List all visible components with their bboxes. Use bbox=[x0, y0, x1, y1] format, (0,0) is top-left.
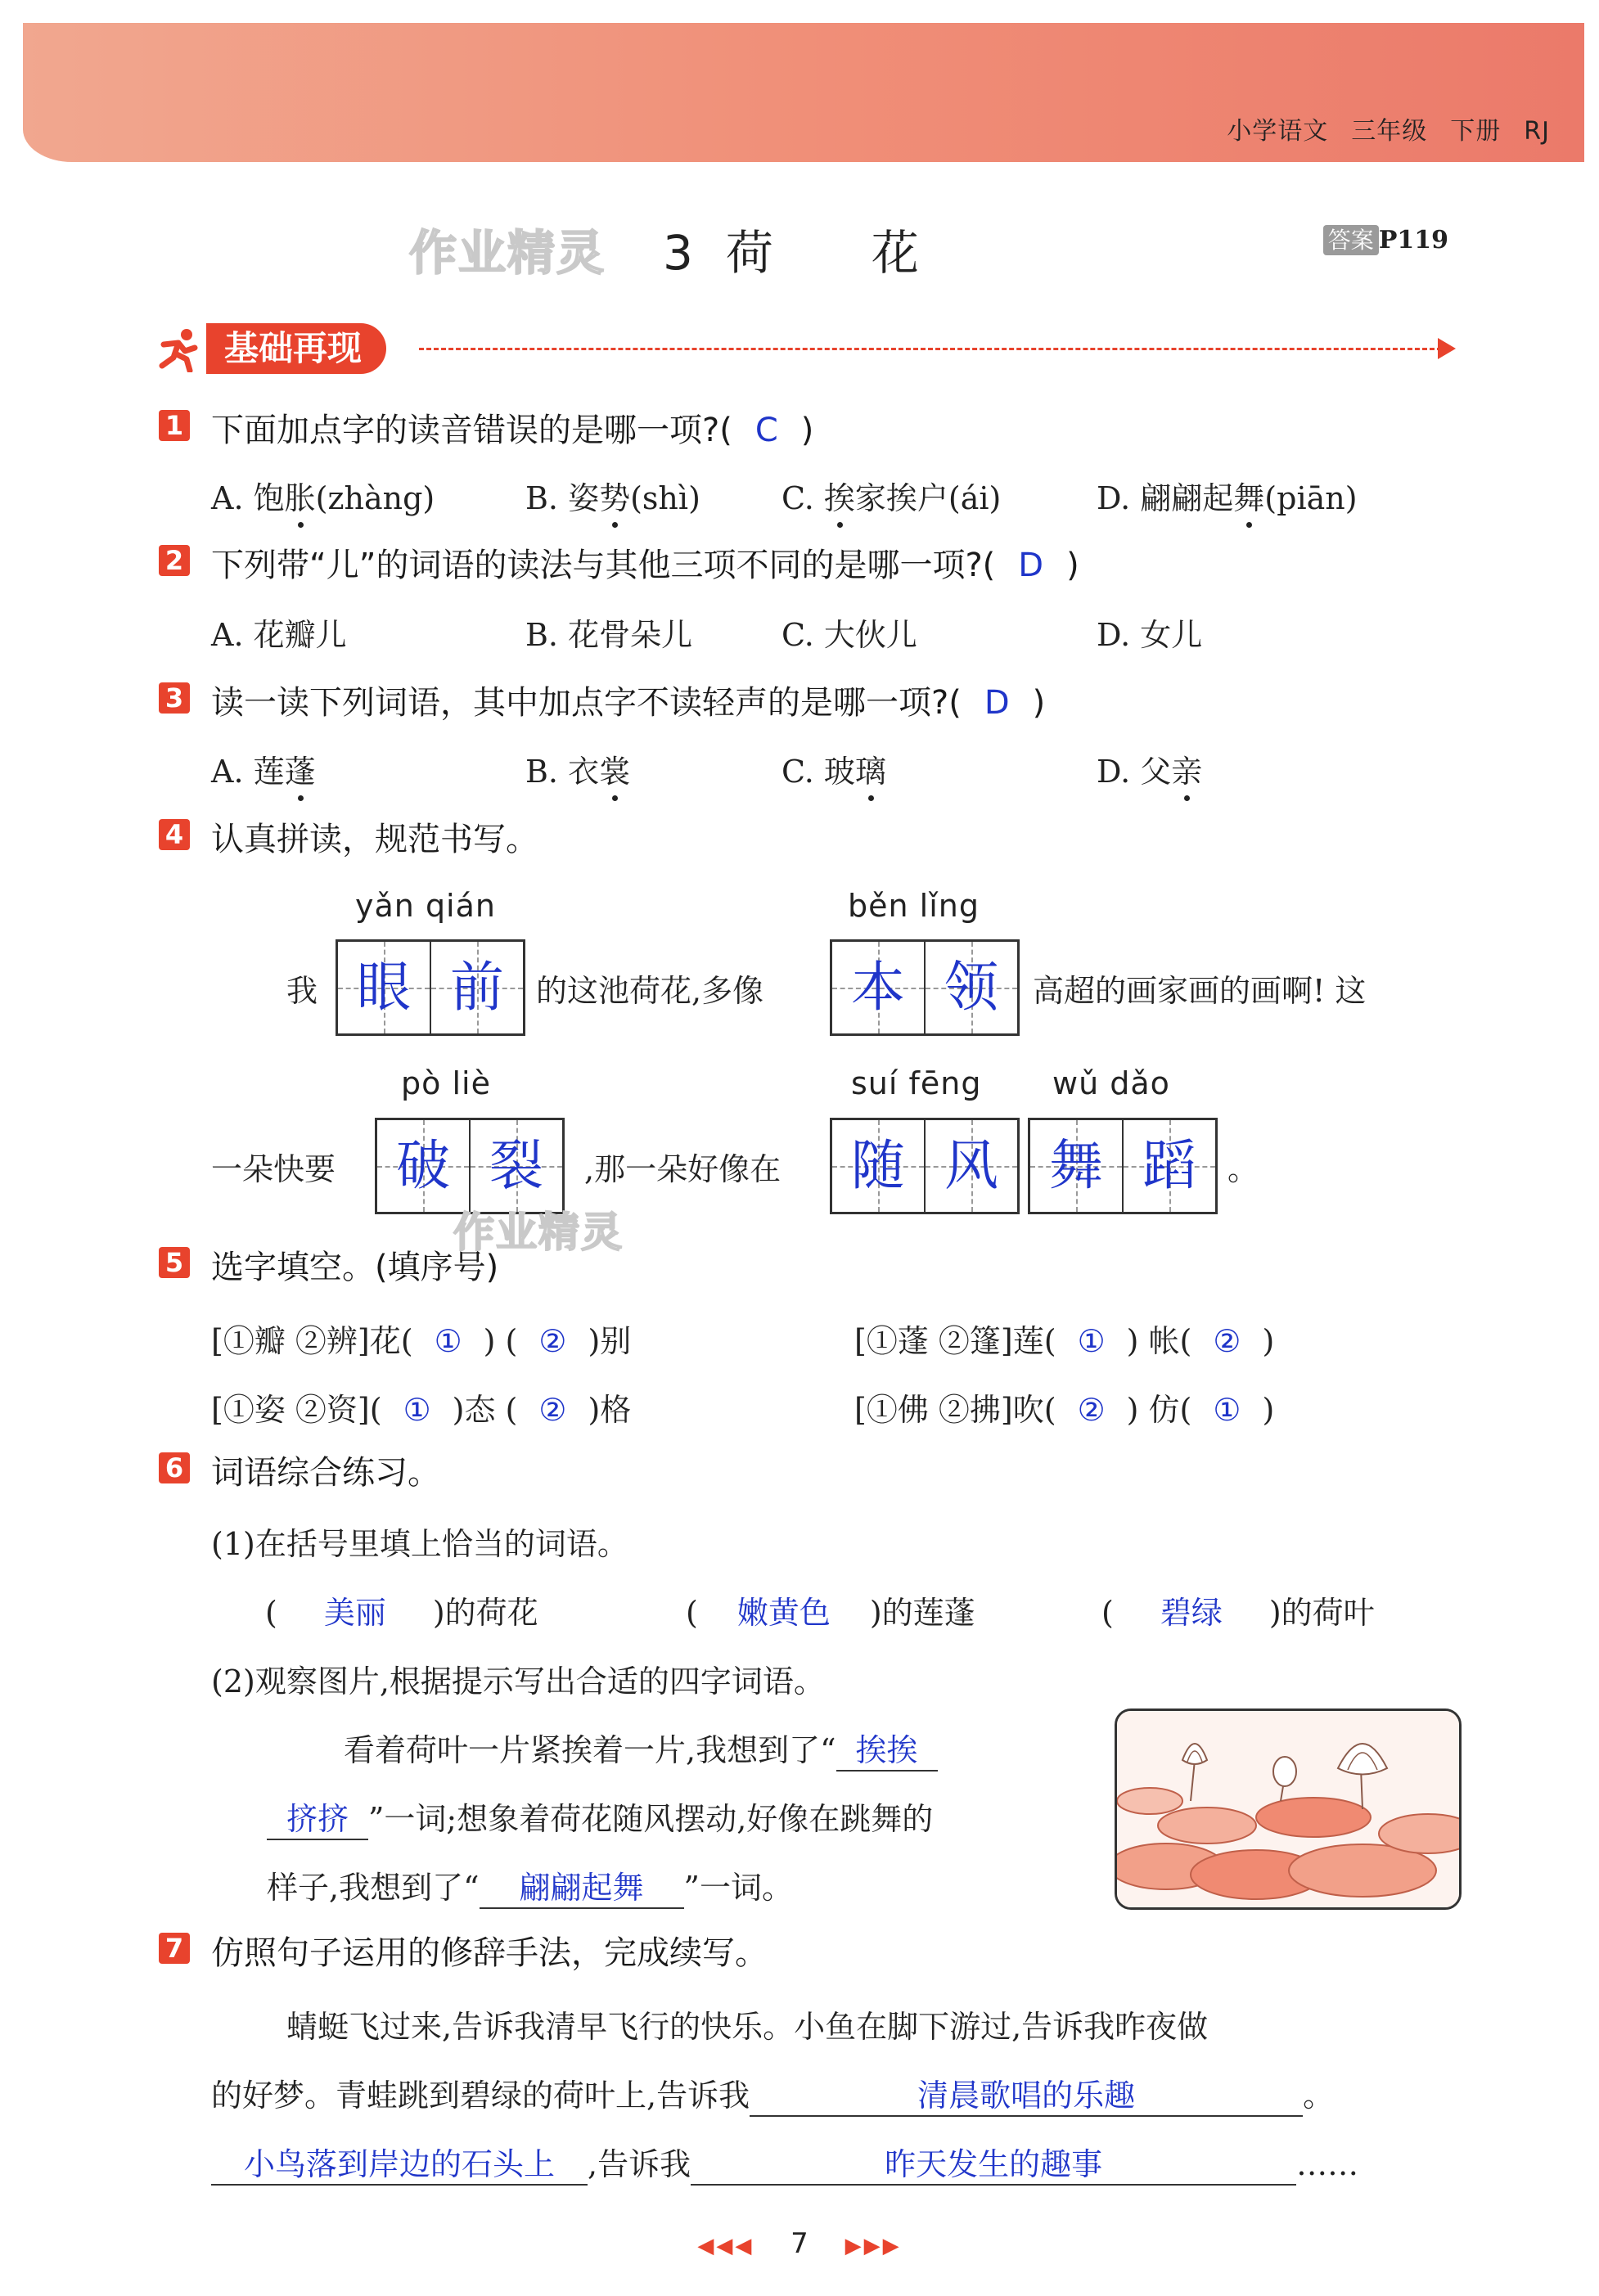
q5-r2-answer-c: ② bbox=[1077, 1392, 1106, 1428]
q5-r1-pair-2: [①蓬 ②篷]莲( bbox=[854, 1323, 1056, 1359]
q6-para-1: 看着荷叶一片紧挨着一片,我想到了“ bbox=[344, 1732, 836, 1768]
lesson-title-char-2: 花 bbox=[871, 225, 919, 281]
written-char: 前 bbox=[450, 956, 504, 1019]
written-char: 随 bbox=[851, 1134, 905, 1197]
q6-b3-open: ( bbox=[1101, 1595, 1114, 1631]
q1-option-c-pre: C. bbox=[781, 480, 824, 516]
question-1-close: ) bbox=[800, 412, 814, 449]
q5-r2-answer-a: ① bbox=[403, 1392, 431, 1428]
question-2-prompt: 下列带“儿”的词语的读法与其他三项不同的是哪一项?( bbox=[211, 547, 996, 584]
left-arrows-icon: ◀◀◀ bbox=[697, 2234, 754, 2258]
q7-para-3: ,告诉我 bbox=[588, 2146, 691, 2182]
written-char: 舞 bbox=[1049, 1134, 1103, 1197]
q1-option-c-post: 家挨户(ái) bbox=[854, 480, 1002, 516]
q1-option-a-pre: A. 饱 bbox=[211, 480, 285, 516]
pinyin-yan-qian: yǎn qián bbox=[355, 888, 496, 924]
question-number-2: 2 bbox=[159, 545, 190, 576]
q6-b2-rest: )的莲蓬 bbox=[869, 1595, 975, 1631]
watermark: 作业精灵 bbox=[409, 225, 606, 281]
q2-option-b: B. 花骨朵儿 bbox=[525, 617, 693, 653]
question-3-prompt: 读一读下列词语，其中加点字不读轻声的是哪一项?( bbox=[211, 684, 962, 722]
q7-line-1: 蜻蜓飞过来,告诉我清早飞行的快乐。小鱼在脚下游过,告诉我昨夜做 bbox=[286, 2009, 1209, 2045]
page-footer bbox=[0, 2227, 1599, 2260]
q4-text-5: ,那一朵好像在 bbox=[584, 1151, 781, 1187]
q6-blank-3 bbox=[1101, 1587, 1375, 1632]
q3-option-d-pre: D. 父 bbox=[1097, 754, 1172, 790]
q5-r2-end: )格 bbox=[588, 1392, 632, 1428]
q3-option-c-pre: C. 玻 bbox=[781, 754, 855, 790]
section-title: 基础再现 bbox=[206, 323, 386, 374]
q7-line-3 bbox=[211, 2139, 1358, 2186]
tian-grid-yanqian bbox=[336, 939, 525, 1036]
pinyin-po-lie: pò liè bbox=[401, 1065, 491, 1101]
q7-para-2: 的好梦。青蛙跳到碧绿的荷叶上,告诉我 bbox=[211, 2078, 750, 2114]
q1-option-a-dotted: 胀 bbox=[284, 480, 316, 516]
question-2-text bbox=[211, 539, 1079, 586]
written-char: 破 bbox=[396, 1134, 450, 1197]
question-1-answer: C bbox=[754, 412, 778, 449]
q3-option-a-dotted: 蓬 bbox=[284, 754, 316, 790]
q7-para-2-end: 。 bbox=[1303, 2078, 1335, 2114]
question-number-1: 1 bbox=[159, 410, 190, 441]
q6-b2-open: ( bbox=[686, 1595, 698, 1631]
q3-option-d bbox=[1097, 746, 1202, 791]
runner-icon bbox=[157, 326, 203, 372]
q3-option-b bbox=[525, 746, 630, 791]
q3-option-b-dotted: 裳 bbox=[599, 754, 631, 790]
lesson-number: 3 bbox=[663, 225, 693, 281]
q5-r1-mid-2: ) 帐( bbox=[1126, 1323, 1192, 1359]
q5-r2-mid-2: ) 仿( bbox=[1126, 1392, 1192, 1428]
q5-r2-mid: )态 ( bbox=[452, 1392, 518, 1428]
edition: RJ bbox=[1524, 117, 1550, 146]
grade: 三年级 bbox=[1351, 117, 1428, 146]
section-divider bbox=[419, 348, 1442, 350]
q4-text-3: 高超的画家画的画啊! 这 bbox=[1033, 973, 1367, 1009]
q5-r1-answer-c: ① bbox=[1077, 1323, 1106, 1359]
question-3-answer: D bbox=[984, 684, 1010, 722]
question-3-text bbox=[211, 677, 1045, 723]
q6-para-3: 样子,我想到了“ bbox=[267, 1870, 480, 1906]
written-char: 眼 bbox=[357, 956, 411, 1019]
volume: 下册 bbox=[1450, 117, 1502, 146]
q6-para-line-3 bbox=[267, 1862, 793, 1909]
q3-option-c-dotted: 璃 bbox=[854, 754, 886, 790]
tian-grid-benling bbox=[830, 939, 1020, 1036]
q6-b1-open: ( bbox=[265, 1595, 277, 1631]
question-number-4: 4 bbox=[159, 819, 190, 850]
tian-grid-suifeng bbox=[830, 1118, 1020, 1214]
question-1-text bbox=[211, 404, 813, 451]
book-info bbox=[1204, 110, 1550, 146]
q5-row-2-left bbox=[211, 1384, 631, 1429]
grid-cell bbox=[926, 942, 1017, 1033]
written-char: 风 bbox=[944, 1134, 998, 1197]
q5-r1-answer-b: ② bbox=[538, 1323, 567, 1359]
pinyin-sui-feng: suí fēng bbox=[851, 1065, 982, 1101]
q6-answer-4b: 挤挤 bbox=[267, 1794, 368, 1840]
subject: 小学语文 bbox=[1227, 117, 1329, 146]
q5-r1-end: )别 bbox=[588, 1323, 632, 1359]
question-7-title: 仿照句子运用的修辞手法，完成续写。 bbox=[211, 1934, 768, 1972]
q6-answer-2: 嫩黄色 bbox=[736, 1595, 831, 1631]
q1-option-d-pre: D. 翩翩起 bbox=[1097, 480, 1234, 516]
q7-para-3-end: …… bbox=[1296, 2146, 1359, 2182]
q5-r1-answer-a: ① bbox=[434, 1323, 462, 1359]
q3-option-a bbox=[211, 746, 316, 791]
q1-option-b-post: (shì) bbox=[630, 480, 700, 516]
right-arrows-icon: ▶▶▶ bbox=[845, 2234, 902, 2258]
q2-option-a: A. 花瓣儿 bbox=[211, 617, 347, 653]
q7-line-2 bbox=[211, 2070, 1334, 2117]
question-4-title: 认真拼读，规范书写。 bbox=[211, 821, 538, 858]
pinyin-ben-ling: běn lǐng bbox=[848, 888, 980, 924]
question-number-7: 7 bbox=[159, 1933, 190, 1964]
q1-option-d-post: (piān) bbox=[1264, 480, 1358, 516]
section-header bbox=[157, 323, 1462, 380]
q6-answer-4a: 挨挨 bbox=[836, 1725, 938, 1772]
written-char: 蹈 bbox=[1142, 1134, 1196, 1197]
q1-option-b-pre: B. 姿 bbox=[525, 480, 600, 516]
q5-row-1-right bbox=[854, 1316, 1274, 1361]
watermark-2: 作业精灵 bbox=[453, 1209, 624, 1256]
lotus-picture bbox=[1115, 1708, 1462, 1910]
grid-cell bbox=[832, 1120, 926, 1212]
q5-row-1-left bbox=[211, 1316, 631, 1361]
tian-grid-wudao bbox=[1028, 1118, 1218, 1214]
written-char: 本 bbox=[851, 956, 905, 1019]
grid-cell bbox=[832, 942, 926, 1033]
grid-cell bbox=[1124, 1120, 1215, 1212]
question-3-close: ) bbox=[1032, 684, 1046, 722]
written-char: 领 bbox=[944, 956, 998, 1019]
question-6-title: 词语综合练习。 bbox=[211, 1454, 440, 1492]
page-number: 7 bbox=[790, 2227, 809, 2260]
q3-option-c bbox=[781, 746, 886, 791]
q6-answer-5: 翩翩起舞 bbox=[480, 1862, 684, 1909]
q4-text-6: 。 bbox=[1227, 1151, 1259, 1187]
question-2-close: ) bbox=[1066, 547, 1079, 584]
q6-sub-2: (2)观察图片,根据提示写出合适的四字词语。 bbox=[211, 1663, 825, 1699]
q6-para-2: ”一词;想象着荷花随风摆动,好像在跳舞的 bbox=[368, 1801, 934, 1837]
q5-r2-answer-b: ② bbox=[538, 1392, 567, 1428]
grid-cell bbox=[1030, 1120, 1124, 1212]
q1-option-c-dotted: 挨 bbox=[823, 480, 855, 516]
q6-para-line-1 bbox=[344, 1725, 938, 1772]
q6-blank-1 bbox=[265, 1587, 538, 1632]
question-2-answer: D bbox=[1018, 547, 1044, 584]
q1-option-d bbox=[1097, 473, 1358, 518]
q1-option-c bbox=[781, 473, 1001, 518]
q1-option-d-dotted: 舞 bbox=[1233, 480, 1265, 516]
answer-page: P119 bbox=[1378, 226, 1448, 254]
q6-blank-2 bbox=[686, 1587, 975, 1632]
q3-option-d-dotted: 亲 bbox=[1171, 754, 1203, 790]
q5-r1-end-2: ) bbox=[1262, 1323, 1275, 1359]
q2-option-c: C. 大伙儿 bbox=[781, 617, 917, 653]
lotus-illustration bbox=[1117, 1711, 1459, 1907]
q5-r2-pair: [①姿 ②资]( bbox=[211, 1392, 382, 1428]
q3-option-a-pre: A. 莲 bbox=[211, 754, 285, 790]
q3-option-b-pre: B. 衣 bbox=[525, 754, 600, 790]
pinyin-wu-dao: wǔ dǎo bbox=[1052, 1065, 1170, 1101]
question-number-6: 6 bbox=[159, 1452, 190, 1483]
q6-answer-1: 美丽 bbox=[323, 1595, 386, 1631]
answer-tag: 答案 bbox=[1323, 225, 1379, 255]
q1-option-b-dotted: 势 bbox=[599, 480, 631, 516]
q5-row-2-right bbox=[854, 1384, 1274, 1429]
q6-para-line-2 bbox=[267, 1794, 933, 1840]
q1-option-b bbox=[525, 473, 700, 518]
question-number-3: 3 bbox=[159, 682, 190, 714]
q4-text-4: 一朵快要 bbox=[211, 1151, 336, 1187]
q5-r2-answer-d: ① bbox=[1213, 1392, 1241, 1428]
q6-b1-rest: )的荷花 bbox=[432, 1595, 538, 1631]
q5-r1-pair: [①瓣 ②辨]花( bbox=[211, 1323, 413, 1359]
question-number-5: 5 bbox=[159, 1247, 190, 1278]
grid-cell bbox=[338, 942, 431, 1033]
lesson-title-char-1: 荷 bbox=[725, 225, 773, 281]
question-5-title: 选字填空。(填序号) bbox=[211, 1249, 499, 1286]
answer-reference bbox=[1323, 223, 1448, 255]
lesson-title bbox=[663, 214, 919, 283]
q1-option-a bbox=[211, 473, 435, 518]
q6-sub-1: (1)在括号里填上恰当的词语。 bbox=[211, 1526, 628, 1562]
q7-answer-3: 昨天发生的趣事 bbox=[691, 2139, 1296, 2186]
grid-cell bbox=[926, 1120, 1017, 1212]
q5-r2-end-2: ) bbox=[1262, 1392, 1275, 1428]
q6-b3-rest: )的荷叶 bbox=[1268, 1595, 1375, 1631]
q7-answer-1: 清晨歌唱的乐趣 bbox=[750, 2070, 1303, 2117]
grid-cell bbox=[471, 1120, 562, 1212]
section-arrow-icon bbox=[1438, 338, 1456, 359]
q7-answer-2: 小鸟落到岸边的石头上 bbox=[211, 2139, 588, 2186]
q5-r1-answer-d: ② bbox=[1213, 1323, 1241, 1359]
grid-cell bbox=[377, 1120, 471, 1212]
grid-cell bbox=[431, 942, 523, 1033]
q6-answer-3: 碧绿 bbox=[1160, 1595, 1223, 1631]
q4-text-2: 的这池荷花,多像 bbox=[536, 973, 764, 1009]
q2-option-d: D. 女儿 bbox=[1097, 617, 1203, 653]
written-char: 裂 bbox=[489, 1134, 543, 1197]
q6-para-4: ”一词。 bbox=[683, 1870, 793, 1906]
question-1-prompt: 下面加点字的读音错误的是哪一项?( bbox=[211, 412, 732, 449]
q1-option-a-post: (zhàng) bbox=[315, 480, 435, 516]
q5-r2-pair-2: [①佛 ②拂]吹( bbox=[854, 1392, 1056, 1428]
q4-text-1: 我 bbox=[286, 973, 318, 1009]
q5-r1-mid: ) ( bbox=[483, 1323, 518, 1359]
